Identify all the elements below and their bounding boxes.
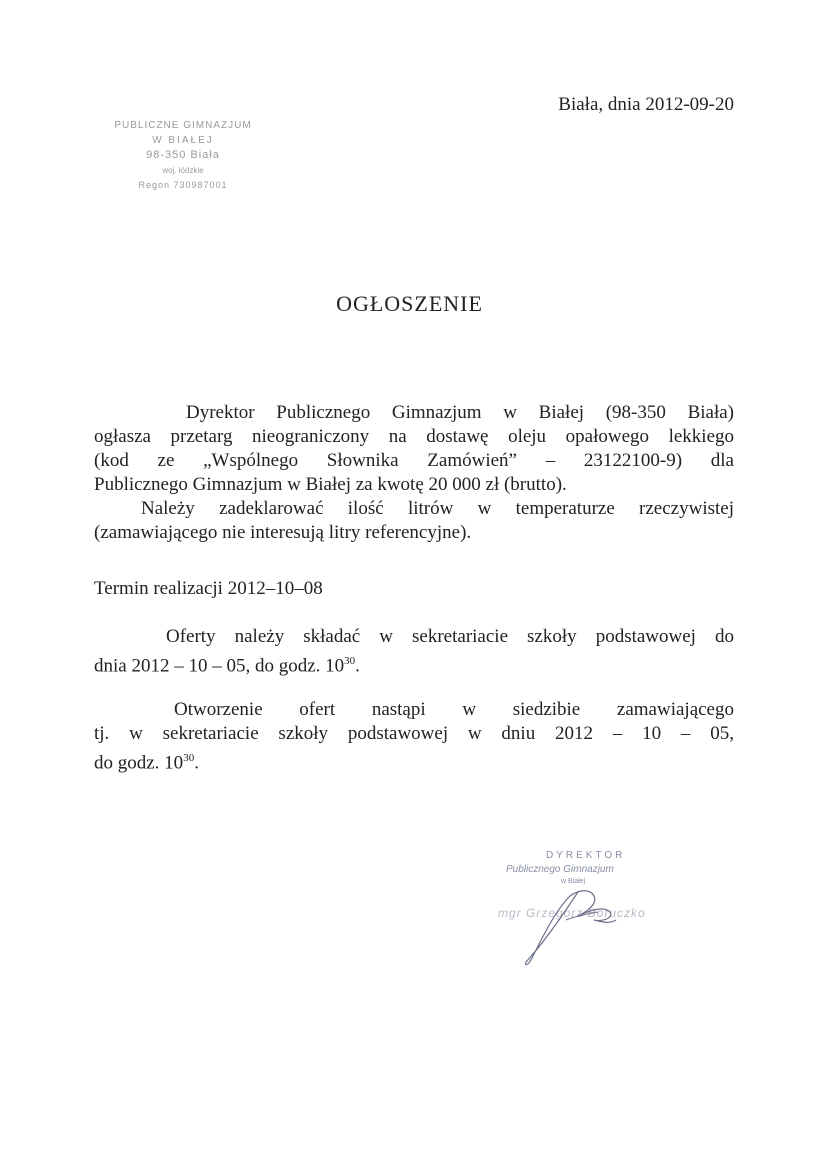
para1-line1: Dyrektor Publicznego Gimnazjum w Białej (98-350 Biała): [186, 402, 734, 423]
para2-line1: Należy zadeklarować ilość litrów w temperaturze rzeczywistej: [141, 498, 734, 519]
para1-line2: ogłasza przetarg nieograniczony na dostawę oleju opałowego lekkiego: [94, 426, 734, 447]
stamp-director-title: DYREKTOR: [546, 850, 626, 861]
offers-deadline: dnia 2012 – 10 – 05, do godz. 10: [94, 655, 345, 677]
stamp-director-school: Publicznego Gimnazjum: [506, 864, 614, 875]
stamp-line-voivodeship: woj. łódzkie: [162, 166, 204, 175]
announcement-body: [94, 401, 734, 545]
offers-minutes: 30: [344, 655, 356, 667]
document-date: Biała, dnia 2012-09-20: [558, 94, 734, 115]
stamp-line-regon: Regon 730987001: [138, 180, 228, 190]
stamp-line-postal: 98-350 Biała: [146, 149, 220, 161]
offers-line2: [94, 649, 734, 678]
offers-period: .: [355, 655, 360, 677]
opening-paragraph: [94, 698, 734, 775]
stamp-director-name: mgr Grzegorz Boruczko: [498, 906, 646, 920]
offers-paragraph: [94, 625, 734, 678]
opening-time: do godz. 10: [94, 752, 184, 774]
opening-line2: tj. w sekretariacie szkoły podstawowej w dniu 2012 – 10 – 05,: [94, 723, 734, 744]
opening-minutes: 30: [183, 752, 195, 764]
handwritten-signature: [486, 850, 696, 980]
opening-line1: Otworzenie ofert nastąpi w siedzibie zamawiającego: [174, 699, 734, 720]
para1-line4: Publicznego Gimnazjum w Białej za kwotę 20 000 zł (brutto).: [94, 474, 567, 495]
opening-period: .: [194, 752, 199, 774]
document-title: OGŁOSZENIE: [336, 291, 483, 316]
stamp-line-school: PUBLICZNE GIMNAZJUM: [114, 120, 252, 131]
offers-line1: Oferty należy składać w sekretariacie szkoły podstawowej do: [166, 626, 734, 647]
stamp-director-place: w Białej: [561, 878, 586, 885]
realization-term: Termin realizacji 2012–10–08: [94, 578, 323, 599]
para1-line3: (kod ze „Wspólnego Słownika Zamówień” – 23122100-9) dla: [94, 450, 734, 471]
director-stamp: [486, 850, 696, 980]
stamp-line-town: W BIAŁEJ: [152, 135, 214, 146]
para2-line2: (zamawiającego nie interesują litry referencyjne).: [94, 522, 472, 543]
opening-line3: [94, 746, 734, 775]
school-stamp: [92, 118, 274, 193]
